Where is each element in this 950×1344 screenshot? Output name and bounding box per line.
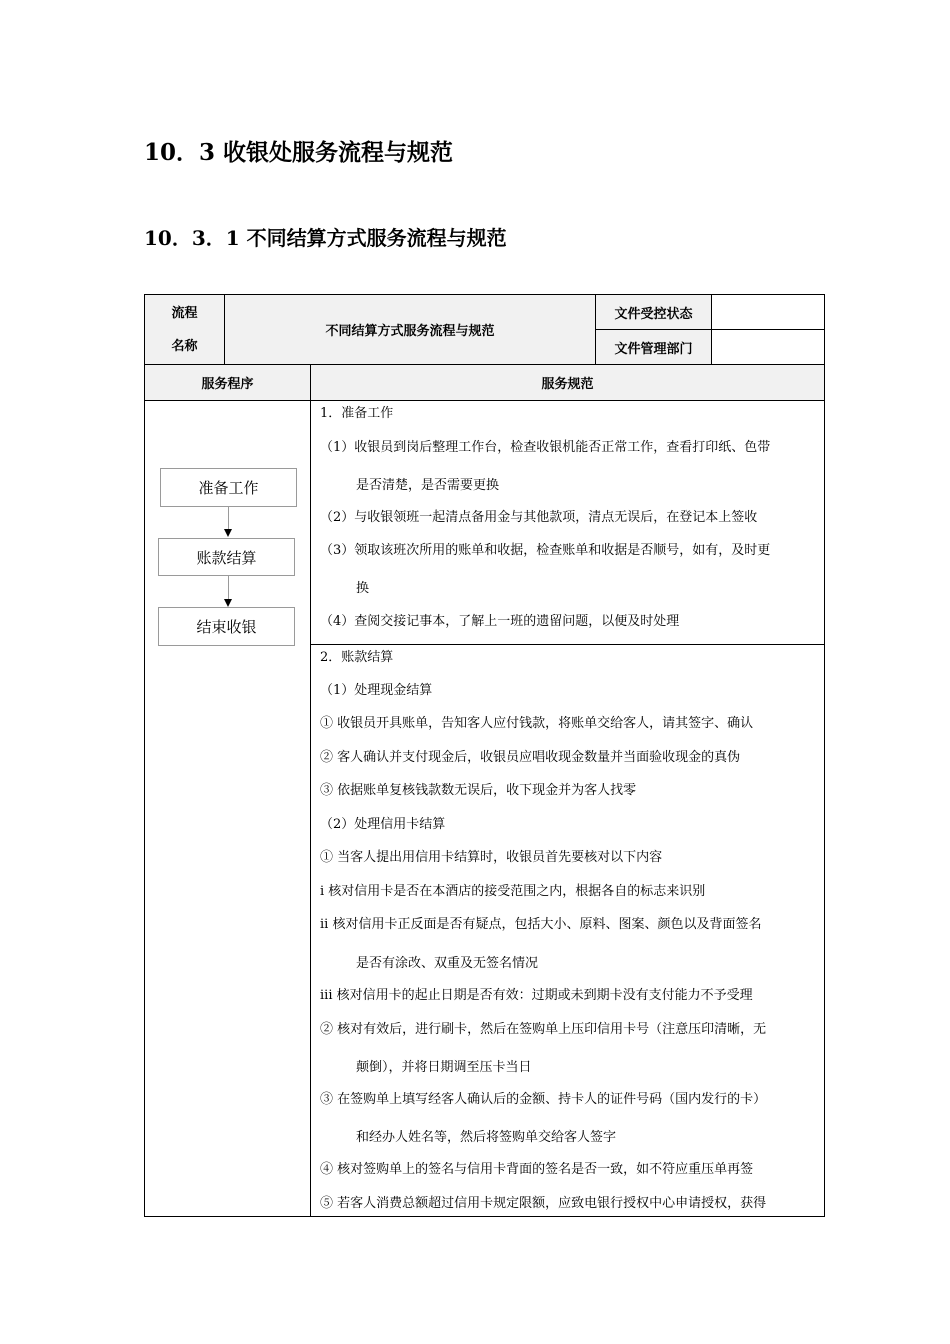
- name-label-cell: [144, 294, 225, 365]
- standard-header-cell: [310, 364, 825, 401]
- s2-line: ④ 核对签购单上的签名与信用卡背面的签名是否一致，如不符应重压单再签: [320, 1162, 754, 1177]
- dept-value-cell: [711, 329, 825, 365]
- flow-step-close-label: 结束收银: [196, 618, 257, 636]
- s1-line: （2）与收银领班一起清点备用金与其他款项，清点无误后，在登记本上签收: [320, 510, 758, 525]
- s2-line: 是否有涂改、双重及无签名情况: [356, 956, 539, 971]
- s1-line: 1．准备工作: [320, 406, 394, 421]
- s2-line: ③ 在签购单上填写经客人确认后的金额、持卡人的证件号码（国内发行的卡）: [320, 1092, 767, 1107]
- dept-label: 文件管理部门: [614, 341, 693, 357]
- flow-connector-1: [228, 507, 229, 531]
- status-value-cell: [711, 294, 825, 330]
- s2-line: ③ 依据账单复核钱款数无误后，收下现金并为客人找零: [320, 783, 637, 798]
- dept-label-cell: [595, 329, 712, 365]
- section-heading: 10．3 收银处服务流程与规范: [144, 139, 454, 166]
- s2-line: ① 当客人提出用信用卡结算时，收银员首先要核对以下内容: [320, 850, 663, 865]
- s2-line: ⑤ 若客人消费总额超过信用卡规定限额，应致电银行授权中心申请授权，获得: [320, 1196, 767, 1211]
- s2-line: ② 核对有效后，进行刷卡，然后在签购单上压印信用卡号（注意压印清晰，无: [320, 1022, 767, 1037]
- s2-line: （1）处理现金结算: [320, 683, 433, 698]
- procedure-header-cell: [144, 364, 311, 401]
- arrow-down-icon: [224, 599, 232, 607]
- s2-line: 和经办人姓名等，然后将签购单交给客人签字: [356, 1130, 617, 1145]
- flow-step-prepare-label: 准备工作: [198, 479, 259, 497]
- s1-line: （1）收银员到岗后整理工作台，检查收银机能否正常工作，查看打印纸、色带: [320, 440, 771, 455]
- flow-step-settle: [158, 538, 295, 576]
- s1-line: （4）查阅交接记事本，了解上一班的遗留问题，以便及时处理: [320, 614, 680, 629]
- s2-line: ii 核对信用卡正反面是否有疑点，包括大小、原料、图案、颜色以及背面签名: [320, 917, 762, 932]
- standard-header: 服务规范: [541, 377, 594, 392]
- s2-line: i 核对信用卡是否在本酒店的接受范围之内，根据各自的标志来识别: [320, 884, 706, 899]
- status-label: 文件受控状态: [614, 306, 693, 322]
- s1-line: （3）领取该班次所用的账单和收据，检查账单和收据是否顺号，如有，及时更: [320, 543, 771, 558]
- s2-line: ① 收银员开具账单，告知客人应付钱款，将账单交给客人，请其签字、确认: [320, 716, 754, 731]
- flow-connector-2: [228, 576, 229, 600]
- s2-line: （2）处理信用卡结算: [320, 817, 446, 832]
- s1-line: 换: [356, 581, 370, 596]
- status-label-cell: [595, 294, 712, 330]
- s2-line: ② 客人确认并支付现金后，收银员应唱收现金数量并当面验收现金的真伪: [320, 750, 741, 765]
- process-title-cell: [224, 294, 596, 365]
- procedure-header: 服务程序: [201, 377, 254, 392]
- name-label-line2: 名称: [171, 339, 198, 354]
- flow-step-close: [158, 607, 295, 646]
- process-title: 不同结算方式服务流程与规范: [325, 324, 495, 339]
- subsection-heading: 10．3．1 不同结算方式服务流程与规范: [144, 226, 507, 250]
- flow-step-prepare: [160, 468, 297, 507]
- s2-line: iii 核对信用卡的起止日期是否有效：过期或未到期卡没有支付能力不予受理: [320, 988, 753, 1003]
- s2-line: 颠倒），并将日期调至压卡当日: [356, 1060, 532, 1075]
- s2-line: 2．账款结算: [320, 650, 394, 665]
- arrow-down-icon: [224, 529, 232, 537]
- flow-step-settle-label: 账款结算: [196, 548, 257, 567]
- s1-line: 是否清楚，是否需要更换: [356, 478, 500, 493]
- name-label-line1: 流程: [171, 306, 198, 321]
